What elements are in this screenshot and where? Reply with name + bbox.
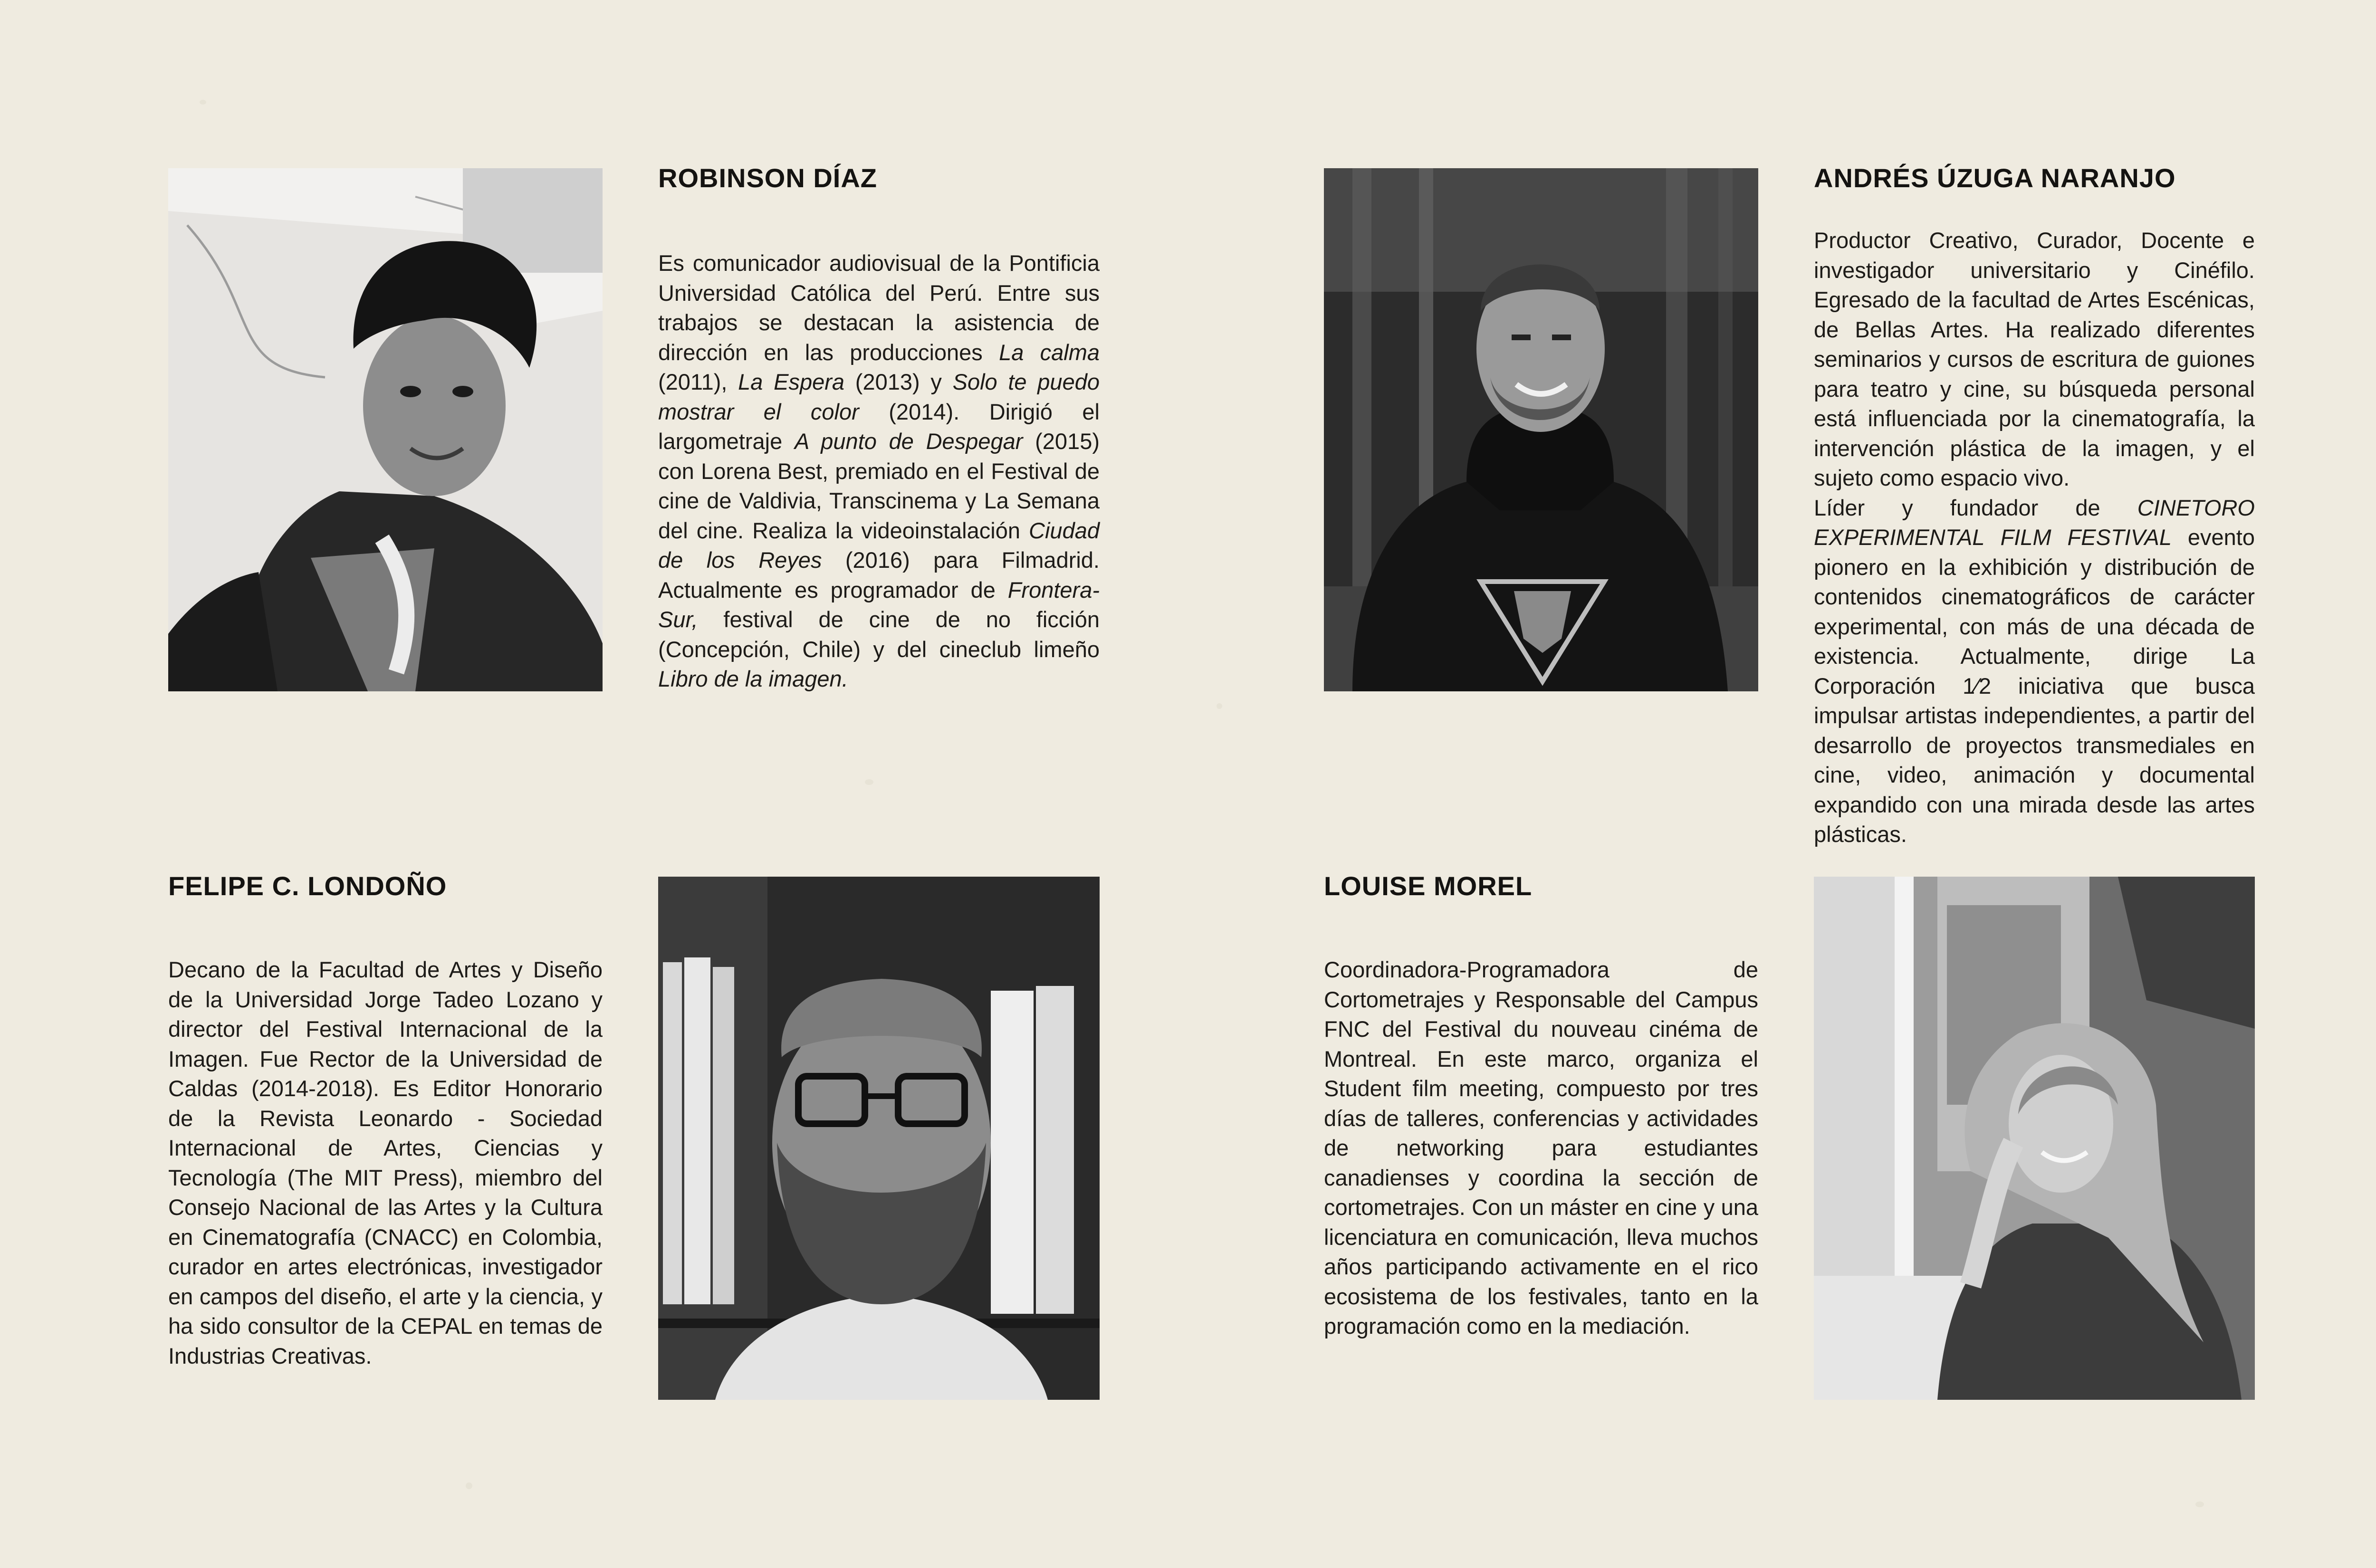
bio-italic-title: Frontera-Sur, [658, 577, 1100, 632]
bio-italic-title: CINETORO EXPERIMENTAL FILM FESTIVAL [1814, 495, 2255, 550]
bio-text: evento pionero en la exhibición y distribución de contenidos cinematográficos de carácter experimental, con más de una década de existencia. Actualmente, dirige La Corporación 1⁄2 iniciativa que busca impulsar artistas independientes, a partir del desarrollo de proyectos transmediales en cine, video, animación y documental expandido con una mirada desde las artes plásticas. [1814, 525, 2255, 847]
bio-andres-uzuga-naranjo [1814, 226, 2255, 850]
bio-italic-title: Ciudad de los Reyes [658, 517, 1100, 573]
bio-italic-title: La Espera [738, 369, 845, 394]
bio-text: Productor Creativo, Curador, Docente e investigador universitario y Cinéfilo. Egresado de la facultad de Artes Escénicas, de Bellas Artes. Ha realizado diferentes seminarios y cursos de escritura de guiones para teatro y cine, su búsqueda personal está influenciada por la cinematografía, la intervención plástica de la imagen, y el sujeto como espacio vivo. [1814, 228, 2255, 490]
bio-italic-title: Libro de la imagen. [658, 666, 848, 691]
bio-text: Decano de la Facultad de Artes y Diseño de la Universidad Jorge Tadeo Lozano y director del Festival Internacional de la Imagen. Fue Rector de la Universidad de Caldas (2014-2018). Es Editor Honorario de la Revista Leonardo - Sociedad Internacional de Artes, Ciencias y Tecnología (The MIT Press), miembro del Consejo Nacional de las Artes y la Cultura en Cinematografía (CNACC) en Colombia, curador en artes electrónicas, investigador en campos del diseño, el arte y la ciencia, y ha sido consultor de la CEPAL en temas de Industrias Creativas. [168, 957, 603, 1368]
photo-louise-morel [1814, 877, 2255, 1400]
bio-text: Es comunicador audiovisual de la Pontificia Universidad Católica del Perú. Entre sus trabajos se destacan la asistencia de dirección en las producciones [658, 250, 1100, 365]
bio-felipe-c-londono [168, 955, 603, 1371]
bio-text: (2015) con Lorena Best, premiado en el Festival de cine de Valdivia, Transcinema y La Semana del cine. Realiza la videoinstalación [658, 429, 1100, 543]
photo-felipe-c-londono [658, 877, 1100, 1400]
bio-italic-title: A punto de Despegar [794, 429, 1023, 454]
bio-text: Coordinadora-Programadora de Cortometrajes y Responsable del Campus FNC del Festival du nouveau cinéma de Montreal. En este marco, organiza el Student film meeting, compuesto por tres días de talleres, conferencias y actividades de networking para estudiantes canadienses y coordina la sección de cortometrajes. Con un máster en cine y una licenciatura en comunicación, lleva muchos años participando activamente en el rico ecosistema de los festivales, tanto en la programación como en la mediación. [1324, 957, 1758, 1339]
name-robinson-diaz: ROBINSON DÍAZ [658, 163, 877, 193]
photo-andres-uzuga-naranjo [1324, 168, 1758, 691]
bio-text: (2016) para Filmadrid. Actualmente es programador de [658, 547, 1100, 602]
bio-italic-title: Solo te puedo mostrar el color [658, 369, 1100, 424]
name-louise-morel: LOUISE MOREL [1324, 871, 1533, 901]
bio-robinson-diaz [658, 249, 1100, 694]
bio-text: (2014). Dirigió el largometraje [658, 399, 1100, 454]
name-andres-uzuga-naranjo: ANDRÉS ÚZUGA NARANJO [1814, 163, 2176, 193]
bio-text: (2013) y [844, 369, 953, 394]
name-felipe-c-londono: FELIPE C. LONDOÑO [168, 871, 447, 901]
bio-text: (2011), [658, 369, 738, 394]
bio-text: festival de cine de no ficción (Concepción, Chile) y del cineclub limeño [658, 607, 1100, 662]
bio-italic-title: La calma [999, 339, 1100, 365]
bio-text: Líder y fundador de [1814, 495, 2137, 520]
photo-robinson-diaz [168, 168, 603, 691]
bio-louise-morel [1324, 955, 1758, 1341]
